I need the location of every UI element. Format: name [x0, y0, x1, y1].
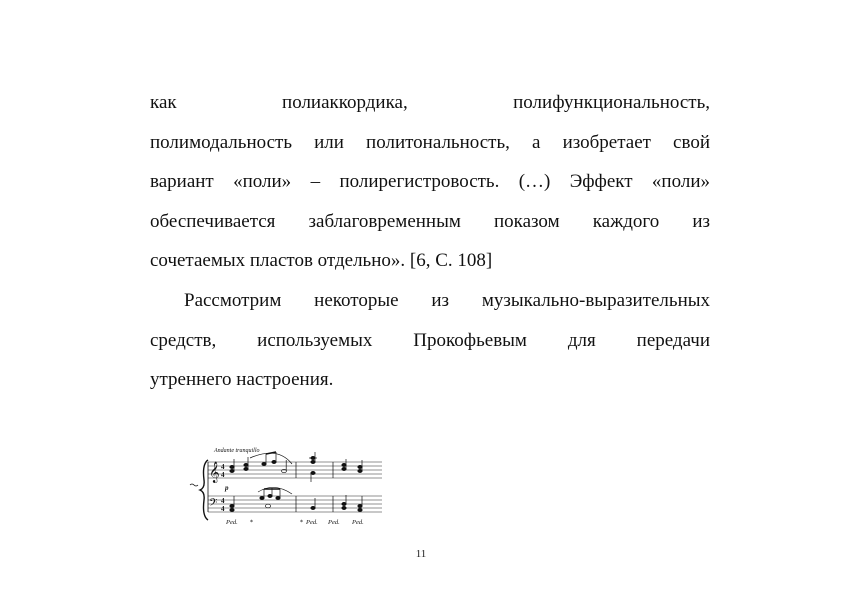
bass-clef-icon: 𝄢 [209, 497, 218, 512]
body-text [150, 83, 710, 400]
svg-text:4: 4 [221, 463, 225, 471]
text-line-8: утреннего настроения. [150, 369, 334, 391]
pedal-mark: Ped. [352, 519, 364, 526]
pedal-markings [225, 519, 364, 526]
text-line-2: полимодальность или политональность, а изобретает свой [150, 131, 710, 153]
music-score-excerpt [188, 440, 384, 530]
svg-text:4: 4 [221, 505, 225, 513]
text-line-4: обеспечивается заблаговременным показом каждого из [150, 210, 710, 232]
pedal-mark: Ped. [226, 519, 238, 526]
svg-text:*: * [300, 519, 303, 526]
arpeggio-mark [190, 484, 198, 486]
pedal-mark: Ped. [328, 519, 340, 526]
text-line-5: сочетаемых пластов отдельно». [6, С. 108] [150, 250, 493, 272]
text-line-1: как полиаккордика, полифункциональность, [150, 92, 710, 113]
text-line-6: Рассмотрим некоторые из музыкально-выразительных [184, 289, 710, 311]
text-line-7: средств, используемых Прокофьевым для передачи [150, 329, 710, 351]
svg-text:*: * [250, 519, 253, 526]
treble-clef-icon: 𝄞 [209, 462, 220, 483]
dynamic-marking: p [225, 484, 229, 492]
text-line-3: вариант «поли» – полирегистровость. (…) Эффект «поли» [150, 171, 710, 193]
svg-text:4: 4 [221, 471, 225, 479]
page-number: 11 [415, 548, 427, 560]
pedal-mark: Ped. [306, 519, 318, 526]
system-brace [200, 460, 208, 520]
tempo-marking: Andante tranquillo [214, 448, 260, 454]
svg-text:4: 4 [221, 497, 225, 505]
